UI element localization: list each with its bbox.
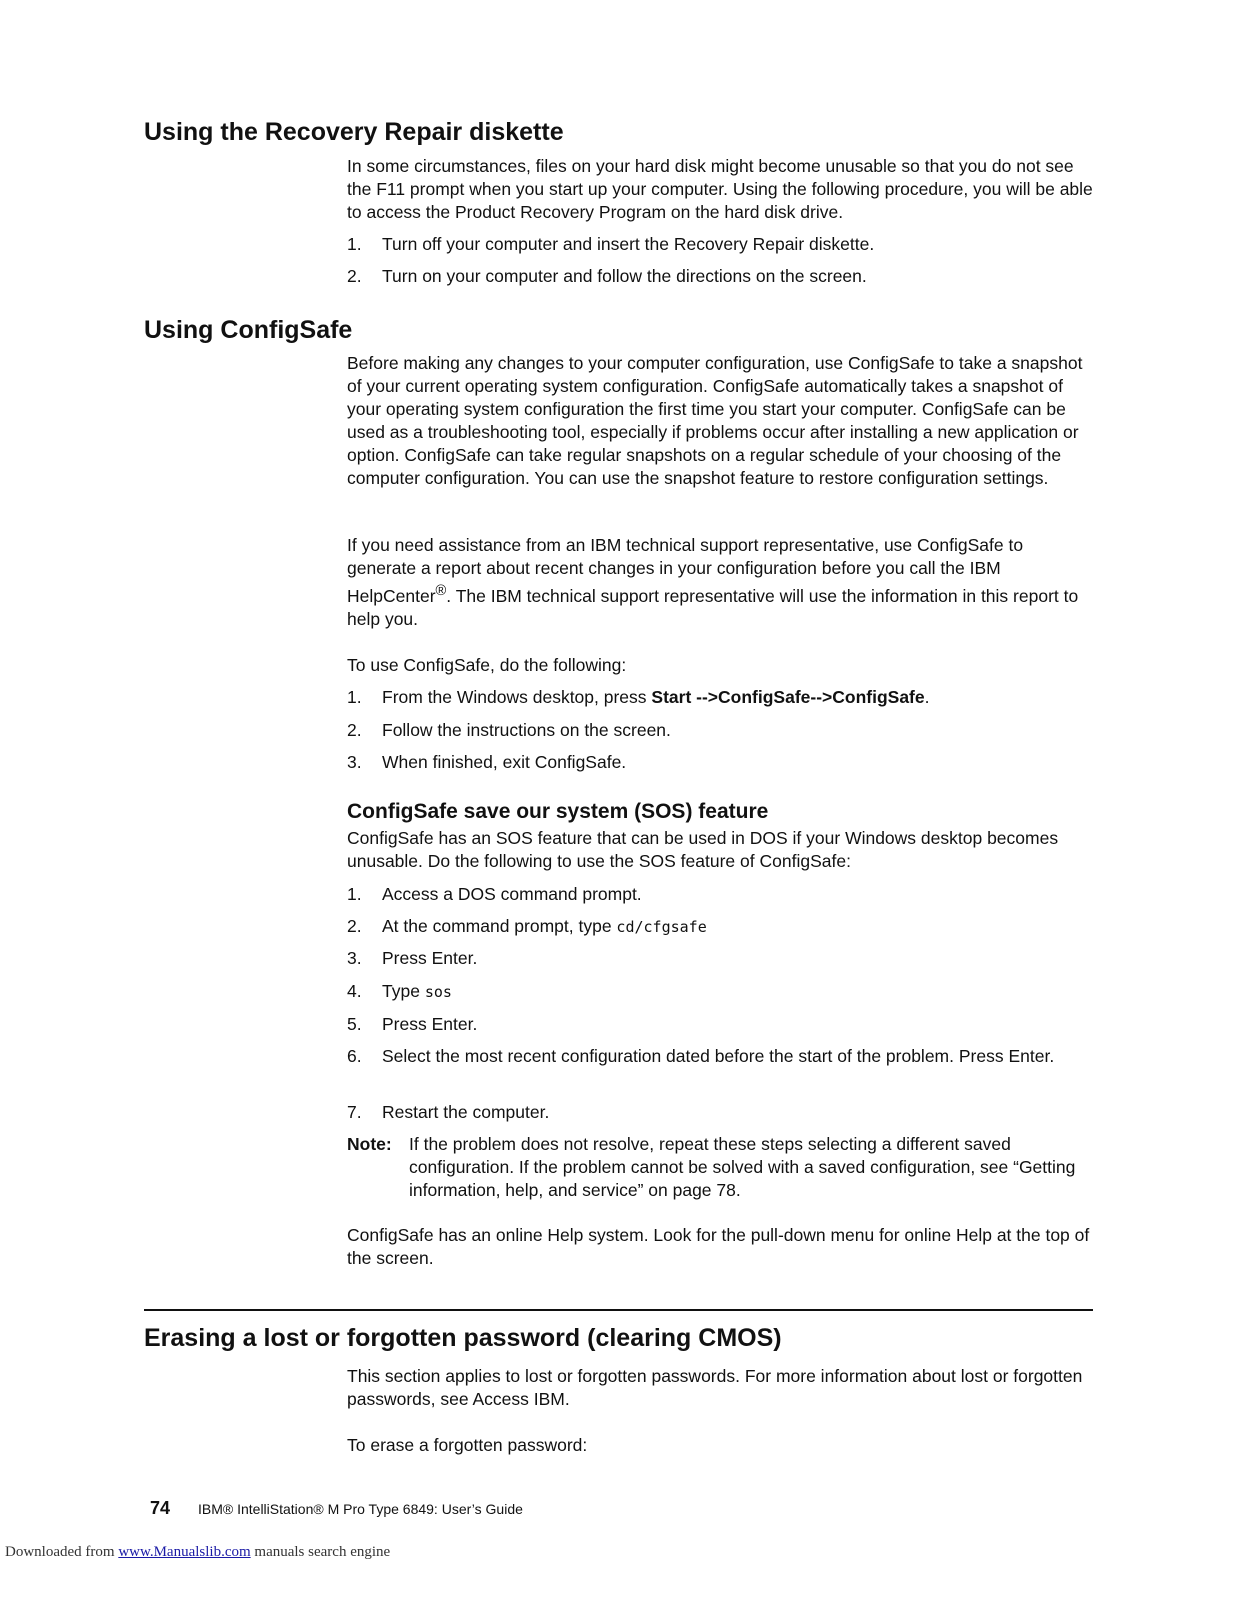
- download-prefix: Downloaded from: [5, 1544, 119, 1560]
- list-number: 1.: [347, 884, 362, 904]
- sos-help: ConfigSafe has an online Help system. Look for the pull-down menu for online Help at the top of the screen.: [347, 1225, 1090, 1268]
- list-item: [347, 1101, 1095, 1124]
- list-number: 2.: [347, 266, 362, 286]
- recovery-intro: In some circumstances, files on your hard disk might become unusable so that you do not see the F11 prompt when you start up your computer. Using the following procedure, you will be able to access the Product Recovery Program on the hard disk drive.: [347, 156, 1093, 222]
- heading-sos-feature: ConfigSafe save our system (SOS) feature: [347, 800, 769, 823]
- sos-intro: ConfigSafe has an SOS feature that can be used in DOS if your Windows desktop becomes unusable. Do the following to use the SOS feature of ConfigSafe:: [347, 828, 1059, 871]
- section-divider: [144, 1309, 1093, 1311]
- manualslib-link[interactable]: www.Manualslib.com: [118, 1544, 251, 1560]
- download-suffix: manuals search engine: [250, 1544, 391, 1560]
- list-item: [347, 686, 1095, 709]
- list-number: 1.: [347, 234, 362, 254]
- list-text: From the Windows desktop, press Start -->ConfigSafe-->ConfigSafe.: [382, 687, 930, 707]
- list-number: 4.: [347, 981, 362, 1001]
- note-text: If the problem does not resolve, repeat these steps selecting a different saved configuration. If the problem cannot be solved with a saved configuration, see “Getting information, help, and service” on page 78.: [409, 1134, 1076, 1200]
- list-number: 1.: [347, 687, 362, 707]
- list-number: 2.: [347, 720, 362, 740]
- list-text: At the command prompt, type cd/cfgsafe: [382, 916, 707, 936]
- list-item: [347, 980, 1095, 1004]
- list-item: [347, 719, 1095, 742]
- list-item: [347, 751, 1095, 774]
- note-block: [347, 1133, 1095, 1202]
- download-banner: [5, 1543, 390, 1561]
- list-text: Restart the computer.: [382, 1102, 550, 1122]
- heading-using-configsafe: Using ConfigSafe: [144, 316, 353, 344]
- list-number: 5.: [347, 1014, 362, 1034]
- page-number: 74: [150, 1498, 171, 1518]
- list-item: [347, 915, 1095, 939]
- list-text: Follow the instructions on the screen.: [382, 720, 671, 740]
- heading-clearing-cmos: Erasing a lost or forgotten password (clearing CMOS): [144, 1324, 782, 1352]
- list-item: [347, 265, 1095, 288]
- list-number: 2.: [347, 916, 362, 936]
- menu-path: Start -->ConfigSafe-->ConfigSafe: [651, 687, 925, 707]
- list-text: Select the most recent configuration dated before the start of the problem. Press Enter.: [382, 1046, 1055, 1066]
- list-text: When finished, exit ConfigSafe.: [382, 752, 627, 772]
- registered-mark: ®: [435, 583, 447, 599]
- heading-recovery-repair: Using the Recovery Repair diskette: [144, 118, 564, 146]
- cmos-intro: This section applies to lost or forgotten passwords. For more information about lost or forgotten passwords, see Access IBM.: [347, 1366, 1083, 1409]
- list-text: Access a DOS command prompt.: [382, 884, 642, 904]
- command-code: sos: [424, 983, 452, 1001]
- cmos-para2: To erase a forgotten password:: [347, 1435, 588, 1455]
- configsafe-para2: [347, 534, 1095, 631]
- list-text: Press Enter.: [382, 948, 478, 968]
- configsafe-para1: Before making any changes to your computer configuration, use ConfigSafe to take a snapshot of your current operating system configuration. ConfigSafe automatically takes a snapshot of your operating system configuration the first time you start your computer. ConfigSafe can be used as a troubleshooting tool, especially if problems occur after installing a new application or option. ConfigSafe can take regular snapshots on a regular schedule of your choosing of the computer configuration. You can use the snapshot feature to restore configuration settings.: [347, 353, 1083, 488]
- list-text: Press Enter.: [382, 1014, 478, 1034]
- list-item: [347, 883, 1095, 906]
- para2-text-a: If you need assistance from an IBM technical support representative, use ConfigSafe to generate a report about recent changes in your configuration before you call the IBM HelpCenter: [347, 535, 1024, 606]
- list-item: [347, 233, 1095, 256]
- note-label: Note:: [347, 1134, 392, 1154]
- list-text: Type sos: [382, 981, 452, 1001]
- list-text: Turn off your computer and insert the Recovery Repair diskette.: [382, 234, 875, 254]
- list-item: [347, 1045, 1095, 1068]
- command-code: cd/cfgsafe: [616, 918, 707, 936]
- list-number: 7.: [347, 1102, 362, 1122]
- list-text: Turn on your computer and follow the directions on the screen.: [382, 266, 867, 286]
- list-number: 3.: [347, 948, 362, 968]
- list-number: 3.: [347, 752, 362, 772]
- footer-title: IBM® IntelliStation® M Pro Type 6849: User’s Guide: [198, 1501, 523, 1517]
- list-item: [347, 1013, 1095, 1036]
- configsafe-para3: To use ConfigSafe, do the following:: [347, 655, 627, 675]
- list-number: 6.: [347, 1046, 362, 1066]
- list-item: [347, 947, 1095, 970]
- para2-text-b: . The IBM technical support representative will use the information in this report to help you.: [347, 585, 1079, 629]
